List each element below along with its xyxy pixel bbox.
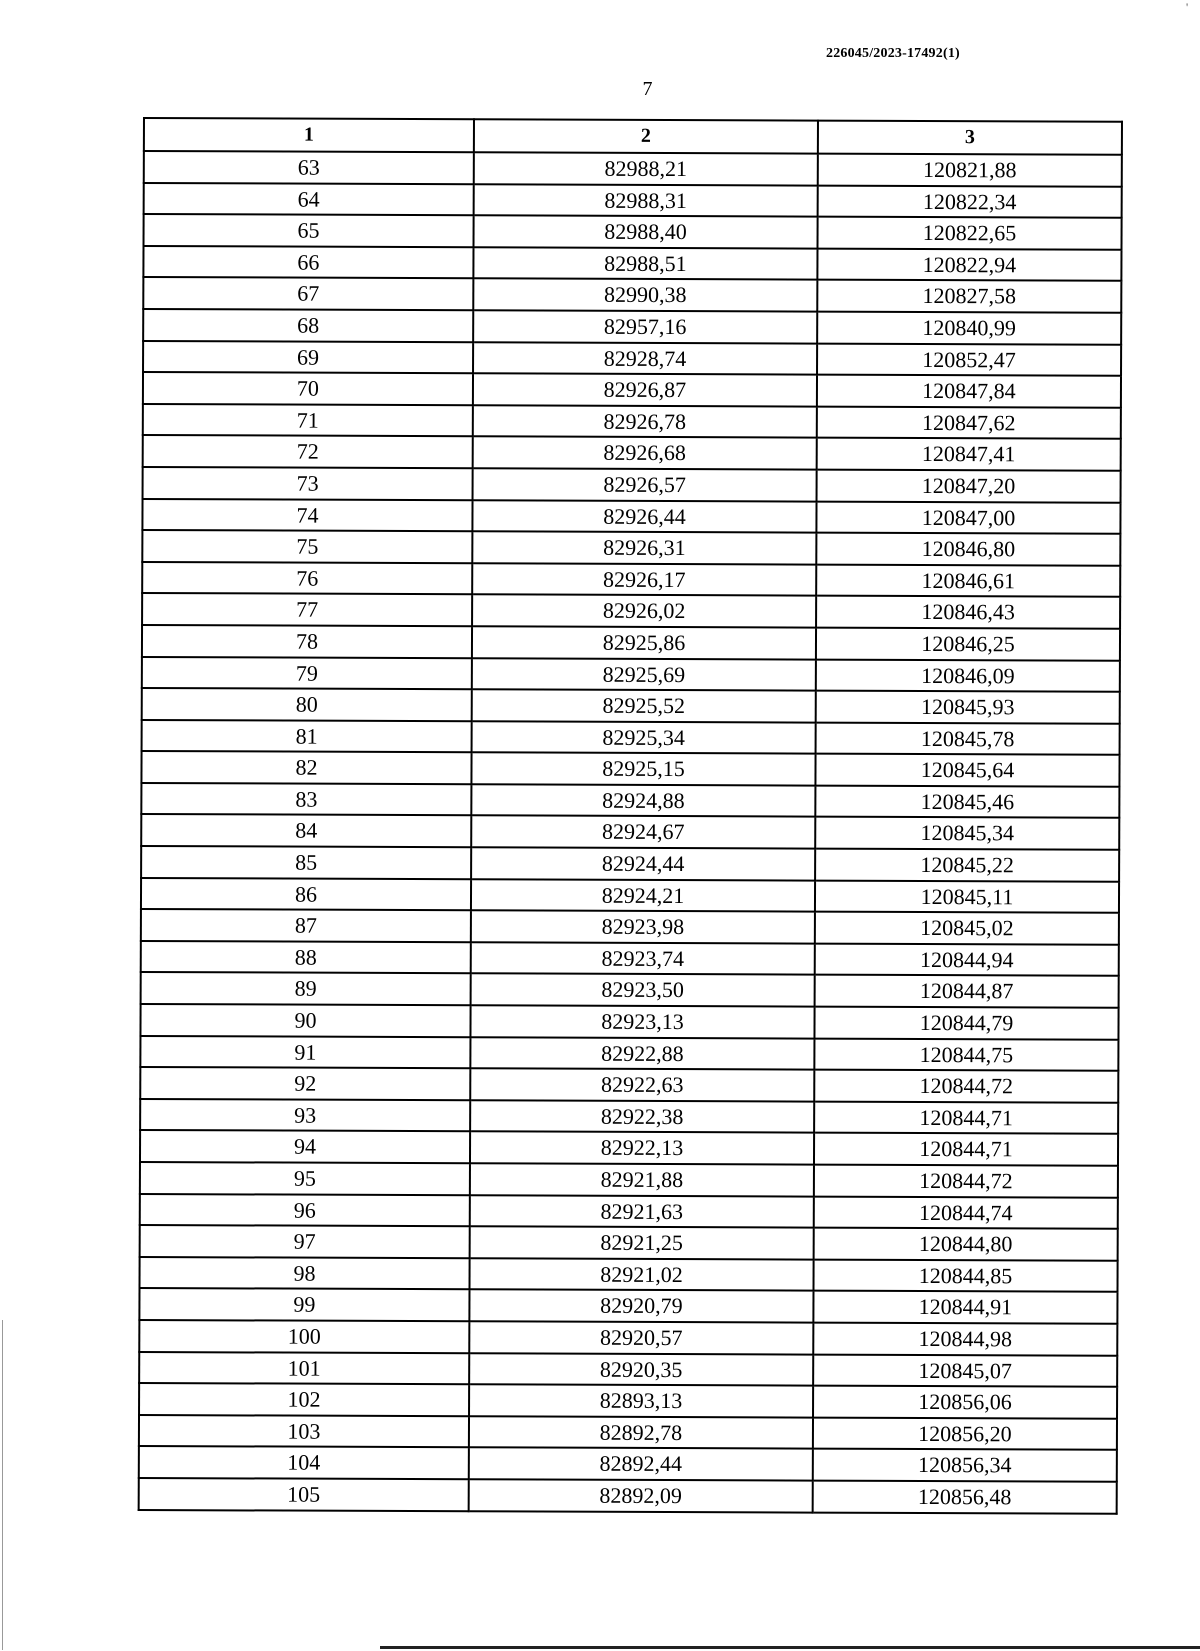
x-coordinate-cell: 82926,44	[472, 500, 816, 533]
point-number-cell: 63	[144, 151, 474, 184]
point-number-cell: 100	[139, 1320, 469, 1353]
point-number-cell: 98	[140, 1257, 470, 1290]
x-coordinate-cell: 82922,38	[470, 1100, 814, 1133]
table-row	[143, 277, 1121, 312]
table-row	[139, 1478, 1117, 1513]
table-row	[142, 530, 1120, 565]
y-coordinate-cell: 120847,00	[816, 501, 1120, 534]
y-coordinate-cell: 120846,09	[816, 659, 1120, 692]
y-coordinate-cell: 120845,11	[815, 880, 1119, 913]
table-row	[144, 214, 1122, 249]
point-number-cell: 64	[144, 183, 474, 216]
table-row	[142, 625, 1120, 660]
y-coordinate-cell: 120852,47	[817, 343, 1121, 376]
point-number-cell: 97	[140, 1225, 470, 1258]
x-coordinate-cell: 82921,02	[469, 1258, 813, 1291]
table-row	[141, 972, 1119, 1007]
point-number-cell: 87	[141, 909, 471, 942]
point-number-cell: 105	[139, 1478, 469, 1511]
point-number-cell: 89	[141, 972, 471, 1005]
x-coordinate-cell: 82924,21	[471, 879, 815, 912]
y-coordinate-cell: 120847,62	[817, 406, 1121, 439]
x-coordinate-cell: 82921,25	[470, 1226, 814, 1259]
table-row	[143, 341, 1121, 376]
table-row	[140, 1036, 1118, 1071]
y-coordinate-cell: 120845,34	[815, 817, 1119, 850]
x-coordinate-cell: 82988,51	[473, 247, 817, 280]
point-number-cell: 85	[141, 846, 471, 879]
y-coordinate-cell: 120844,80	[814, 1228, 1118, 1261]
x-coordinate-cell: 82988,31	[474, 184, 818, 217]
x-coordinate-cell: 82926,31	[472, 531, 816, 564]
table-row	[140, 1257, 1118, 1292]
point-number-cell: 72	[143, 435, 473, 468]
table-row	[141, 783, 1119, 818]
x-coordinate-cell: 82924,88	[471, 784, 815, 817]
table-row	[139, 1446, 1117, 1481]
x-coordinate-cell: 82925,69	[472, 658, 816, 691]
x-coordinate-cell: 82924,67	[471, 816, 815, 849]
table-row	[144, 151, 1122, 186]
y-coordinate-cell: 120856,20	[813, 1417, 1117, 1450]
point-number-cell: 82	[141, 751, 471, 784]
x-coordinate-cell: 82925,15	[471, 753, 815, 786]
y-coordinate-cell: 120846,80	[816, 533, 1120, 566]
table-row	[143, 372, 1121, 407]
x-coordinate-cell: 82926,68	[473, 437, 817, 470]
x-coordinate-cell: 82926,78	[473, 405, 817, 438]
x-coordinate-cell: 82988,21	[474, 152, 818, 185]
point-number-cell: 74	[142, 499, 472, 532]
y-coordinate-cell: 120844,98	[813, 1323, 1117, 1356]
table-row	[141, 814, 1119, 849]
y-coordinate-cell: 120840,99	[817, 312, 1121, 345]
scan-bottom-edge	[380, 1646, 1200, 1649]
scan-corner-mark: '	[1186, 0, 1189, 14]
table-row	[140, 1194, 1118, 1229]
page-number: 7	[642, 78, 653, 100]
table-row	[140, 1004, 1118, 1039]
y-coordinate-cell: 120844,75	[814, 1038, 1118, 1071]
column-header-3: 3	[818, 121, 1122, 155]
y-coordinate-cell: 120844,71	[814, 1101, 1118, 1134]
x-coordinate-cell: 82926,87	[473, 373, 817, 406]
scan-left-edge	[2, 1320, 3, 1650]
coordinates-table	[138, 117, 1123, 1514]
point-number-cell: 90	[140, 1004, 470, 1037]
y-coordinate-cell: 120822,34	[818, 185, 1122, 218]
x-coordinate-cell: 82926,57	[473, 468, 817, 501]
y-coordinate-cell: 120856,06	[813, 1386, 1117, 1419]
x-coordinate-cell: 82920,79	[469, 1290, 813, 1323]
x-coordinate-cell: 82922,13	[470, 1132, 814, 1165]
x-coordinate-cell: 82925,86	[472, 626, 816, 659]
x-coordinate-cell: 82892,44	[469, 1448, 813, 1481]
table-row	[141, 941, 1119, 976]
x-coordinate-cell: 82920,57	[469, 1321, 813, 1354]
x-coordinate-cell: 82893,13	[469, 1384, 813, 1417]
y-coordinate-cell: 120847,20	[817, 470, 1121, 503]
point-number-cell: 76	[142, 562, 472, 595]
table-row	[140, 1225, 1118, 1260]
table-row	[142, 720, 1120, 755]
point-number-cell: 70	[143, 372, 473, 405]
y-coordinate-cell: 120827,58	[817, 280, 1121, 313]
table-row	[139, 1383, 1117, 1418]
y-coordinate-cell: 120845,78	[816, 722, 1120, 755]
y-coordinate-cell: 120856,34	[813, 1449, 1117, 1482]
x-coordinate-cell: 82892,78	[469, 1416, 813, 1449]
table-row	[141, 878, 1119, 913]
point-number-cell: 104	[139, 1446, 469, 1479]
point-number-cell: 95	[140, 1162, 470, 1195]
coordinates-table-container	[138, 117, 1121, 1514]
x-coordinate-cell: 82923,98	[471, 911, 815, 944]
table-row	[140, 1130, 1118, 1165]
table-row	[141, 909, 1119, 944]
point-number-cell: 77	[142, 593, 472, 626]
document-id: 226045/2023-17492(1)	[826, 46, 960, 61]
y-coordinate-cell: 120847,41	[817, 438, 1121, 471]
y-coordinate-cell: 120846,25	[816, 627, 1120, 660]
x-coordinate-cell: 82925,34	[472, 721, 816, 754]
y-coordinate-cell: 120845,07	[813, 1354, 1117, 1387]
x-coordinate-cell: 82923,13	[470, 1005, 814, 1038]
table-row	[139, 1415, 1117, 1450]
y-coordinate-cell: 120844,85	[813, 1259, 1117, 1292]
table-row	[140, 1162, 1118, 1197]
point-number-cell: 91	[140, 1036, 470, 1069]
y-coordinate-cell: 120845,93	[816, 691, 1120, 724]
y-coordinate-cell: 120822,94	[817, 248, 1121, 281]
point-number-cell: 92	[140, 1067, 470, 1100]
point-number-cell: 65	[144, 214, 474, 247]
table-row	[141, 751, 1119, 786]
y-coordinate-cell: 120847,84	[817, 375, 1121, 408]
point-number-cell: 86	[141, 878, 471, 911]
x-coordinate-cell: 82926,02	[472, 595, 816, 628]
y-coordinate-cell: 120845,46	[815, 785, 1119, 818]
table-row	[139, 1288, 1117, 1323]
y-coordinate-cell: 120844,74	[814, 1196, 1118, 1229]
point-number-cell: 101	[139, 1352, 469, 1385]
y-coordinate-cell: 120846,61	[816, 564, 1120, 597]
y-coordinate-cell: 120844,87	[815, 975, 1119, 1008]
table-row	[143, 404, 1121, 439]
x-coordinate-cell: 82921,88	[470, 1163, 814, 1196]
y-coordinate-cell: 120856,48	[813, 1481, 1117, 1514]
table-row	[142, 656, 1120, 691]
point-number-cell: 66	[143, 246, 473, 279]
point-number-cell: 68	[143, 309, 473, 342]
point-number-cell: 88	[141, 941, 471, 974]
point-number-cell: 84	[141, 814, 471, 847]
table-row	[143, 309, 1121, 344]
y-coordinate-cell: 120844,72	[814, 1165, 1118, 1198]
table-row	[143, 246, 1121, 281]
table-row	[143, 467, 1121, 502]
point-number-cell: 79	[142, 656, 472, 689]
table-row	[144, 183, 1122, 218]
x-coordinate-cell: 82957,16	[473, 310, 817, 343]
point-number-cell: 67	[143, 277, 473, 310]
point-number-cell: 103	[139, 1415, 469, 1448]
y-coordinate-cell: 120845,64	[815, 754, 1119, 787]
x-coordinate-cell: 82920,35	[469, 1353, 813, 1386]
table-body	[139, 151, 1122, 1513]
y-coordinate-cell: 120822,65	[818, 217, 1122, 250]
column-header-1: 1	[144, 118, 474, 152]
point-number-cell: 96	[140, 1194, 470, 1227]
point-number-cell: 81	[142, 720, 472, 753]
table-header-row	[144, 118, 1122, 155]
point-number-cell: 94	[140, 1130, 470, 1163]
x-coordinate-cell: 82988,40	[474, 215, 818, 248]
table-row	[142, 688, 1120, 723]
table-row	[142, 593, 1120, 628]
x-coordinate-cell: 82926,17	[472, 563, 816, 596]
table-row	[143, 435, 1121, 470]
point-number-cell: 99	[139, 1288, 469, 1321]
point-number-cell: 73	[143, 467, 473, 500]
table-row	[140, 1067, 1118, 1102]
x-coordinate-cell: 82924,44	[471, 847, 815, 880]
y-coordinate-cell: 120821,88	[818, 154, 1122, 187]
point-number-cell: 69	[143, 341, 473, 374]
x-coordinate-cell: 82922,88	[470, 1037, 814, 1070]
table-row	[139, 1352, 1117, 1387]
column-header-2: 2	[474, 119, 818, 153]
y-coordinate-cell: 120844,94	[815, 943, 1119, 976]
x-coordinate-cell: 82923,74	[471, 942, 815, 975]
x-coordinate-cell: 82922,63	[470, 1068, 814, 1101]
point-number-cell: 102	[139, 1383, 469, 1416]
point-number-cell: 71	[143, 404, 473, 437]
point-number-cell: 75	[142, 530, 472, 563]
y-coordinate-cell: 120844,72	[814, 1070, 1118, 1103]
x-coordinate-cell: 82921,63	[470, 1195, 814, 1228]
point-number-cell: 93	[140, 1099, 470, 1132]
table-row	[139, 1320, 1117, 1355]
point-number-cell: 83	[141, 783, 471, 816]
table-row	[141, 846, 1119, 881]
y-coordinate-cell: 120844,91	[813, 1291, 1117, 1324]
x-coordinate-cell: 82923,50	[471, 974, 815, 1007]
x-coordinate-cell: 82990,38	[473, 279, 817, 312]
y-coordinate-cell: 120844,71	[814, 1133, 1118, 1166]
y-coordinate-cell: 120845,22	[815, 849, 1119, 882]
x-coordinate-cell: 82928,74	[473, 342, 817, 375]
table-row	[142, 562, 1120, 597]
y-coordinate-cell: 120845,02	[815, 912, 1119, 945]
x-coordinate-cell: 82892,09	[469, 1479, 813, 1512]
table-row	[142, 499, 1120, 534]
y-coordinate-cell: 120846,43	[816, 596, 1120, 629]
point-number-cell: 80	[142, 688, 472, 721]
y-coordinate-cell: 120844,79	[814, 1007, 1118, 1040]
point-number-cell: 78	[142, 625, 472, 658]
x-coordinate-cell: 82925,52	[472, 689, 816, 722]
table-row	[140, 1099, 1118, 1134]
